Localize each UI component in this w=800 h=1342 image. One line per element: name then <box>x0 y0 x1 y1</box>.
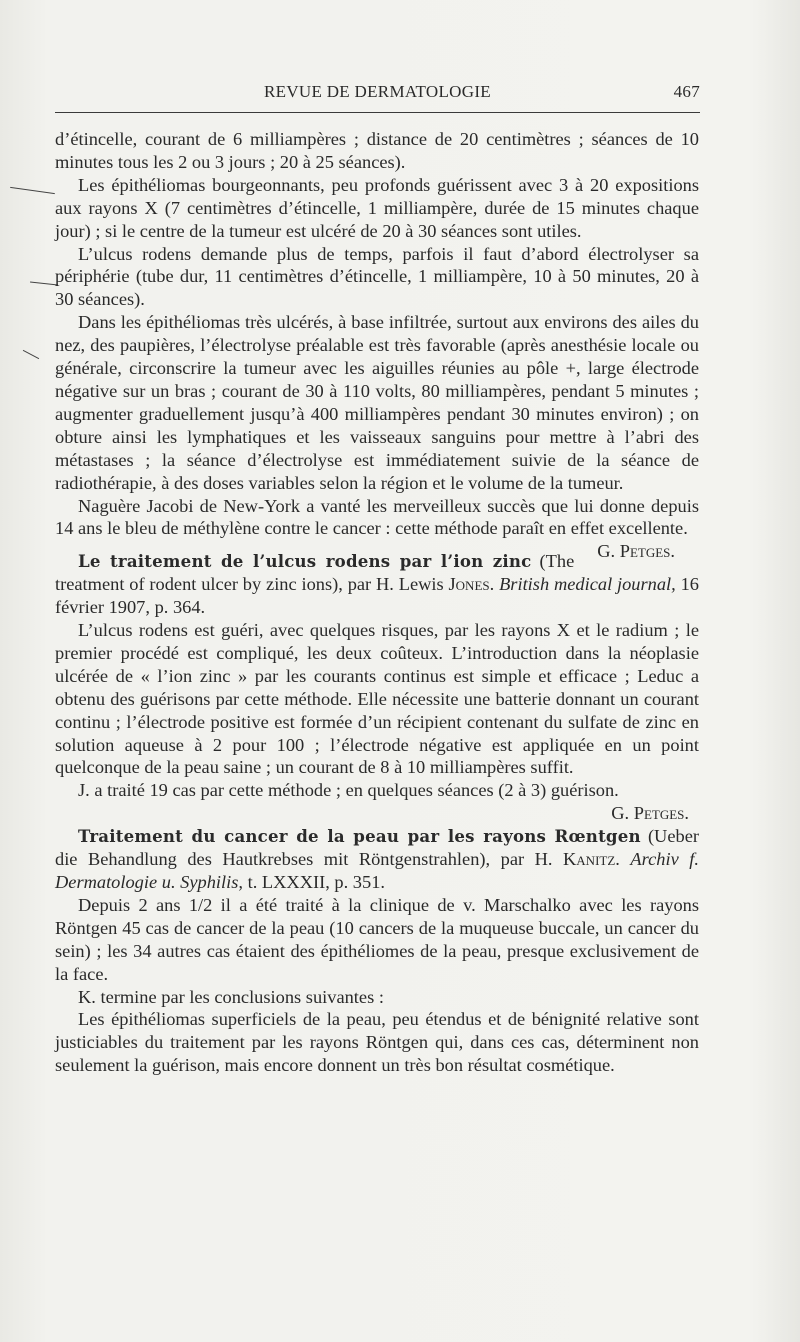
journal-name: British medical journal, <box>499 574 676 595</box>
body-text <box>55 128 699 1077</box>
paragraph: L’ulcus rodens est guéri, avec quelques risques, par les rayons X et le radium ; le premier procédé est compliqué, les deux coûteux. L’introduction dans la néoplasie ulcérée de « l’ion zinc » par les courants continus est simple et efficace ; Leduc a obtenu des guérisons par cette méthode. Elle nécessite une batterie donnant un courant continu ; l’électrode positive est formée d’un récipient contenant du sulfate de zinc en solution aqueuse à 2 pour 100 ; l’électrode négative est appliquée en un point quelconque de la peau saine ; un courant de 8 à 10 milliampères suffit. <box>55 620 699 778</box>
paragraph: K. termine par les conclusions suivantes : <box>78 986 384 1007</box>
article-reference: (Ueber die Behandlung des Hautkrebses mit Röntgenstrahlen), par H. <box>55 826 699 870</box>
paragraph: Les épithéliomas bourgeonnants, peu profonds guérissent avec 3 à 20 expositions aux rayons X (7 centimètres d’étincelle, 1 milliampère, durée de 15 minutes chaque jour) ; si le centre de la tumeur est ulcéré de 20 à 30 séances sont utiles. <box>55 174 699 241</box>
journal-name: Archiv f. Dermatologie u. Syphilis, <box>55 849 699 892</box>
author-signature: G. Petges. <box>597 541 675 562</box>
article-reference-volume: t. LXXXII, p. 351. <box>247 872 385 892</box>
article-author: Jones. <box>448 574 495 595</box>
paragraph-text: J. a traité 19 cas par cette méthode ; en quelques séances (2 à 3) guérison. <box>78 780 619 801</box>
paragraph: L’ulcus rodens demande plus de temps, parfois il faut d’abord électrolyser sa périphérie (tube dur, 11 centimètres d’étincelle, 1 milliampère, 10 à 50 minutes, 20 à 30 séances). <box>55 243 699 310</box>
article-heading <box>55 825 699 894</box>
paragraph: Dans les épithéliomas très ulcérés, à base infiltrée, surtout aux environs des ailes du nez, des paupières, l’électrolyse préalable est très favorable (après anesthésie locale ou générale, circonscrire la tumeur avec les aiguilles réunies au pôle +, large électrode négative sur un bras ; courant de 30 à 110 volts, 80 milliampères, pendant 5 minutes ; augmenter graduellement jusqu’à 400 milliampères pendant 30 minutes environ) ; on obture ainsi les lymphatiques et les vaisseaux sanguins pour mettre à l’abri des métastases ; la séance d’électrolyse est immédiatement suivie de la séance de radiothérapie, à des doses variables selon la région et le volume de la tumeur. <box>55 312 699 493</box>
paragraph: Depuis 2 ans 1/2 il a été traité à la clinique de v. Marschalko avec les rayons Röntgen 45 cas de cancer de la peau (10 cancers de la muqueuse buccale, un cancer du sein) ; les 34 autres cas étaient des épithéliomes de la peau, presque exclusivement de la face. <box>55 894 699 984</box>
article-reference: (The treatment of rodent ulcer by zinc ions), par H. Lewis <box>55 551 575 595</box>
margin-pencil-mark <box>10 187 55 194</box>
margin-pencil-mark <box>30 282 58 286</box>
margin-pencil-mark <box>23 350 39 359</box>
paragraph-text: Naguère Jacobi de New-York a vanté les merveilleux succès que lui donne depuis 14 ans le bleu de méthylène contre le cancer : cette méthode paraît en effet excellente. <box>55 495 699 539</box>
running-header <box>55 82 700 110</box>
paragraph: d’étincelle, courant de 6 milliampères ; distance de 20 centimètres ; séances de 10 minutes tous les 2 ou 3 jours ; 20 à 25 séances). <box>55 129 699 172</box>
paragraph <box>55 779 699 824</box>
article-reference-date: 16 février 1907, p. 364. <box>55 574 699 618</box>
page-number: 467 <box>673 82 700 101</box>
article-title: Traitement du cancer de la peau par les rayons Rœntgen <box>78 826 641 847</box>
author-signature: G. Petges. <box>611 803 689 824</box>
article-author: Kanitz. <box>563 849 620 870</box>
article-title: Le traitement de l’ulcus rodens par l’ion zinc <box>78 551 532 572</box>
journal-title: REVUE DE DERMATOLOGIE <box>264 82 491 101</box>
header-rule <box>55 112 700 113</box>
paragraph: Les épithéliomas superficiels de la peau, peu étendus et de bénignité relative sont justiciables du traitement par les rayons Röntgen qui, dans ces cas, déterminent non seulement la guérison, mais encore donnent un très bon résultat cosmétique. <box>55 1009 699 1076</box>
